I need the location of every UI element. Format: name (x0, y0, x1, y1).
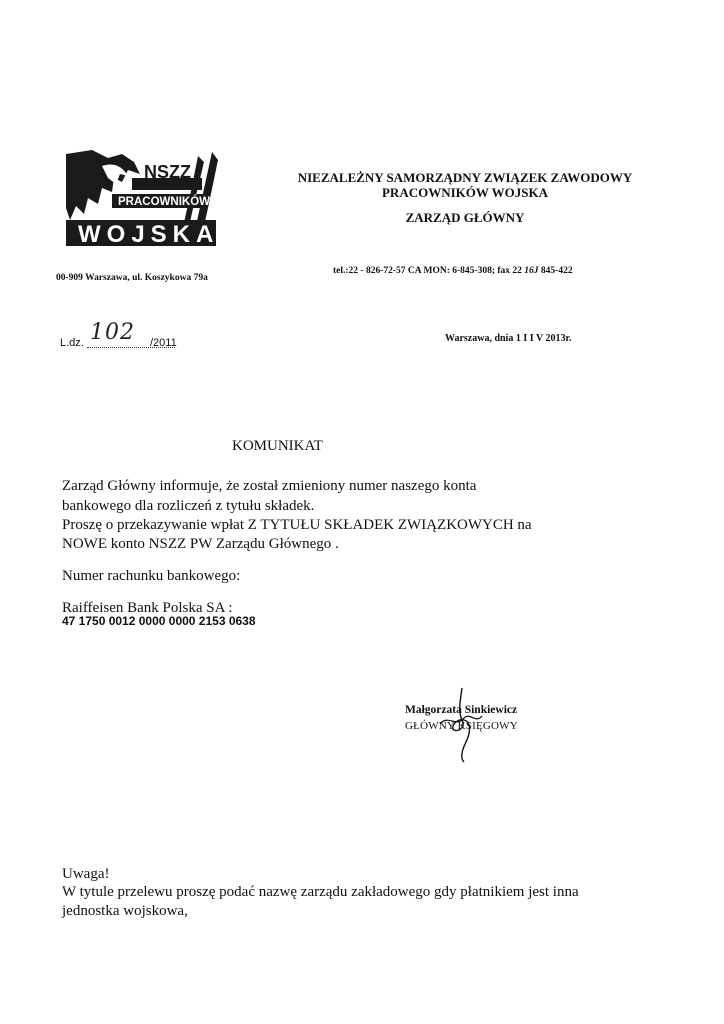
reference-prefix: L.dz. (60, 337, 84, 349)
note-line: jednostka wojskowa, (62, 903, 188, 919)
phone-part1: tel.:22 - 826-72-57 CA MON: 6-845-308; fax 22 (333, 266, 525, 276)
signatory-name: Małgorzata Sinkiewicz (405, 704, 518, 716)
org-name-line1: NIEZALEŻNY SAMORZĄDNY ZWIĄZEK ZAWODOWY (297, 170, 633, 185)
logo-text-pracownikow: PRACOWNIKÓW (118, 196, 210, 208)
bank-name: Raiffeisen Bank Polska SA : (62, 600, 233, 616)
account-label: Numer rachunku bankowego: (62, 568, 241, 584)
org-name-line3: ZARZĄD GŁÓWNY (405, 210, 525, 225)
note-line: W tytule przelewu proszę podać nazwę zarządu zakładowego gdy płatnikiem jest inna (62, 884, 579, 900)
reference-year: /2011 (150, 337, 177, 349)
eagle-icon (66, 150, 140, 220)
paragraph-line: NOWE konto NSZZ PW Zarządu Głównego . (62, 536, 339, 552)
account-number: 47 1750 0012 0000 0000 2153 0638 (62, 614, 256, 628)
phone-italic-part: 16J (524, 266, 539, 276)
logo-text-nszz: NSZZ (144, 162, 191, 182)
handwritten-signature (400, 684, 540, 764)
signature-stamp (400, 684, 540, 764)
letter-date: Warszawa, dnia 1 I I V 2013r. (445, 333, 572, 344)
note-title: Uwaga! (62, 866, 110, 882)
address: 00-909 Warszawa, ul. Koszykowa 79a (56, 273, 208, 283)
reference-number (60, 320, 190, 351)
paragraph-line: Proszę o przekazywanie wpłat Z TYTUŁU SKŁADEK ZWIĄZKOWYCH na (62, 517, 532, 533)
reference-handwritten-number: 102 (90, 320, 135, 345)
phone-part2: 845-422 (538, 266, 573, 276)
letter-title: KOMUNIKAT (232, 438, 323, 454)
phone-line (333, 266, 573, 276)
paragraph-line: bankowego dla rozliczeń z tytułu składek. (62, 498, 315, 514)
org-name-line2: PRACOWNIKÓW WOJSKA (381, 185, 548, 200)
signatory-title: GŁÓWNY KSIĘGOWY (405, 720, 518, 732)
logo-text-wojska: WOJSKA (78, 221, 220, 248)
paragraph-line: Zarząd Główny informuje, że został zmieniony numer naszego konta (62, 478, 477, 494)
union-logo (62, 148, 222, 250)
